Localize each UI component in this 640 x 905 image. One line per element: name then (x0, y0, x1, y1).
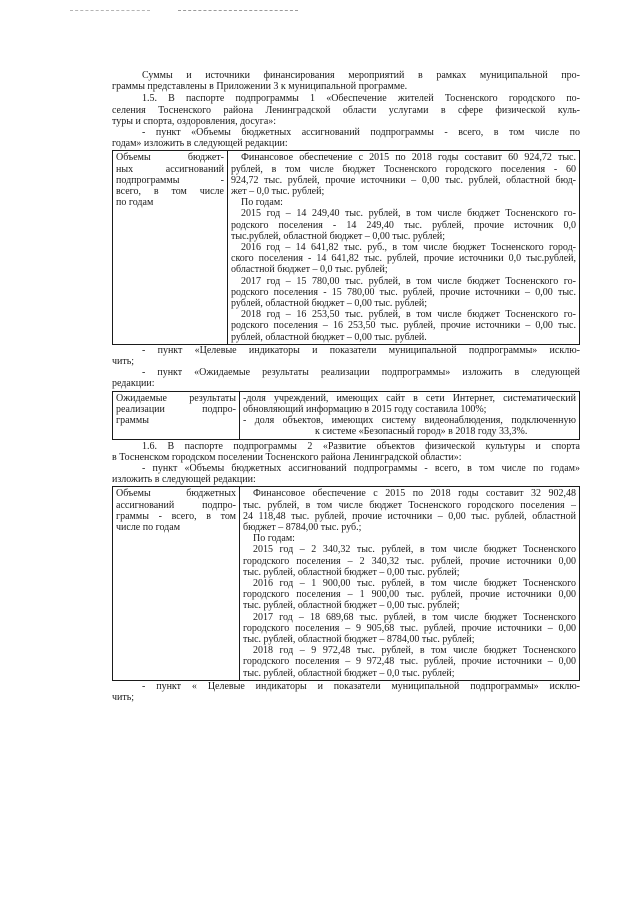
cell-line: рублей, областной бюджет – 0,00 тыс. рублей; (231, 298, 428, 310)
cell-line: жет – 0,0 тыс. рублей; (231, 186, 325, 198)
table-value-cell (228, 151, 580, 344)
text-line: годам» изложить в следующей редакции: (112, 138, 288, 150)
cell-line: 2017 год – 15 780,00 тыс. рублей, в том числе бюджет Тосненского го- (241, 275, 576, 287)
text-line: 1.5. В паспорте подпрограммы 1 «Обеспечение жителей Тосненского городского по- (142, 93, 580, 105)
cell-line: областной бюджет – 0,0 тыс. рублей; (231, 264, 388, 276)
table-row (113, 391, 580, 439)
cell-line: Финансовое обеспечение с 2015 по 2018 годы составит 60 924,72 тыс. (241, 152, 576, 164)
table-value-cell (240, 391, 580, 439)
document-body (112, 70, 580, 703)
cell-line: 2015 год – 2 340,32 тыс. рублей, в том числе бюджет Тосненского (253, 544, 576, 556)
section-1-5-item-indicators (112, 345, 580, 367)
text-line: редакции: (112, 378, 155, 390)
text-line: - пункт «Ожидаемые результаты реализации подпрограммы» изложить в следующей (142, 367, 580, 379)
cell-line: реализации подпро- (116, 403, 236, 415)
text-line: - пункт «Целевые индикаторы и показатели муниципальной подпрограммы» исклю- (142, 344, 580, 356)
text-line: Суммы и источники финансирования мероприятий в рамках муниципальной про- (142, 70, 580, 81)
cell-line: По годам: (241, 197, 283, 209)
cell-line: городского поселения – 2 340,32 тыс. рублей, прочие источники 0,00 (243, 555, 576, 567)
cell-line: городского поселения – 1 900,00 тыс. рублей, прочие источники 0,00 (243, 589, 576, 601)
cell-line: ского поселения - 14 641,82 тыс. рублей, прочие источники 0,0 тыс.рублей, (231, 253, 576, 265)
cell-line: 2017 год – 18 689,68 тыс. рублей, в том числе бюджет Тосненского (253, 611, 576, 623)
cell-line: бюджет – 8784,00 тыс. руб.; (243, 521, 362, 533)
cell-line: ных ассигнований (116, 163, 224, 175)
text-line: изложить в следующей редакции: (112, 474, 256, 486)
section-1-6-heading (112, 441, 580, 463)
table-row (113, 487, 580, 680)
text-line: - пункт «Объемы бюджетных ассигнований подпрограммы - всего, в том числе по годам» (142, 462, 580, 474)
text-line: чить; (112, 691, 135, 703)
section-1-5-heading (112, 93, 580, 127)
section-1-6-item-indicators (112, 681, 580, 703)
table-subprogram-1-results (112, 391, 580, 440)
cell-line: тыс.рублей, областной бюджет – 0,00 тыс. рублей; (231, 230, 446, 242)
cell-line: Ожидаемые результаты (116, 392, 236, 404)
intro-paragraph (112, 70, 580, 92)
cell-line: тыс. рублей, областной бюджет – 0,0 тыс. рублей; (243, 667, 455, 679)
cell-line: 2015 год – 14 249,40 тыс. рублей, в том числе бюджет Тосненского го- (241, 208, 576, 220)
text-line: в Тосненском городском поселении Тосненского района Ленинградской области»: (112, 451, 462, 463)
cell-line: тыс. рублей, областной бюджет – 8784,00 тыс. рублей; (243, 633, 475, 645)
text-line: граммы представлены в Приложении 3 к муниципальной программе. (112, 81, 408, 93)
cell-line: родского поселения – 16 253,50 тыс. рублей, прочие источники – 0,00 тыс. (231, 320, 576, 332)
table-subprogram-1-funding (112, 150, 580, 344)
cell-line: 2018 год – 16 253,50 тыс. рублей, в том числе бюджет Тосненского го- (241, 309, 576, 321)
section-1-5-item-volumes (112, 127, 580, 149)
text-line: 1.6. В паспорте подпрограммы 2 «Развитие объектов физической культуры и спорта (142, 440, 580, 452)
table-value-cell (240, 487, 580, 680)
cell-line: тыс. рублей, областной бюджет – 0,00 тыс. рублей; (243, 566, 460, 578)
table-label-cell (113, 487, 240, 680)
cell-line: граммы - всего, в том (116, 510, 236, 522)
cell-line: родского поселения - 15 780,00 тыс. рублей, прочие источники – 0,00 тыс. (231, 286, 576, 298)
cell-line: Объемы бюджетных (116, 488, 236, 500)
cell-line: родского поселения - 14 249,40 тыс. рублей, прочие источник 0,0 (231, 219, 576, 231)
cell-line: 2016 год – 1 900,00 тыс. рублей, в том числе бюджет Тосненского (253, 577, 576, 589)
cell-line: обновляющий информацию в 2015 году составила 100%; (243, 403, 487, 415)
cell-line: 2018 год – 9 972,48 тыс. рублей, в том числе бюджет Тосненского (253, 645, 576, 657)
section-1-6-item-volumes (112, 463, 580, 485)
cell-line: Объемы бюджет- (116, 152, 224, 164)
cell-line: городского поселения – 9 972,48 тыс. рублей, прочие источники – 0,00 (243, 656, 576, 668)
cell-line: 924,72 тыс. рублей, прочие источники – 0,00 тыс. рублей, областной бюд- (231, 174, 576, 186)
cell-line: числе по годам (116, 521, 181, 533)
cell-line: 2016 год – 14 641,82 тыс. руб., в том числе бюджет Тосненского город- (241, 242, 576, 254)
section-1-5-item-results (112, 367, 580, 389)
cell-line: тыс. рублей, в том числе бюджет Тосненского городского поселения – (243, 499, 576, 511)
scan-mark-right (178, 10, 298, 11)
cell-line: рублей, областной бюджет – 0,00 тыс. рублей. (231, 331, 427, 343)
text-line: селения Тосненского района Ленинградской области услугами в сфере физической куль- (112, 104, 580, 116)
cell-line: граммы (116, 415, 149, 427)
cell-line: тыс. рублей, областной бюджет – 0,00 тыс. рублей; (243, 600, 460, 612)
cell-line: ассигнований подпро- (116, 499, 236, 511)
cell-line: Финансовое обеспечение с 2015 по 2018 годы составит 32 902,48 (253, 488, 576, 500)
cell-line: всего, в том числе (116, 186, 224, 198)
cell-line: к системе «Безопасный город» в 2018 году 33,3%. (315, 426, 528, 438)
cell-line: по годам (116, 197, 154, 209)
cell-line: -доля учреждений, имеющих сайт в сети Интернет, систематический (243, 392, 576, 404)
table-label-cell (113, 391, 240, 439)
text-line: - пункт «Объемы бюджетных ассигнований подпрограммы - всего, в том числе по (142, 127, 580, 139)
cell-line: - доля объектов, имеющих систему видеонаблюдения, подключенную (243, 415, 576, 427)
cell-line: рублей, в том числе бюджет Тосненского городского поселения - 60 (231, 163, 576, 175)
table-row (113, 151, 580, 344)
table-subprogram-2-funding (112, 486, 580, 680)
cell-line: По годам: (253, 533, 295, 545)
text-line: туры и спорта, оздоровления, досуга»: (112, 115, 277, 127)
text-line: - пункт « Целевые индикаторы и показатели муниципальной подпрограммы» исклю- (142, 680, 580, 692)
cell-line: 24 118,48 тыс. рублей, прочие источники – 0,00 тыс. рублей, областной (243, 510, 576, 522)
cell-line: городского поселения – 9 905,68 тыс. рублей, прочие источники – 0,00 (243, 622, 576, 634)
scan-mark-left (70, 10, 150, 11)
text-line: чить; (112, 356, 135, 368)
table-label-cell (113, 151, 228, 344)
cell-line: подпрограммы - (116, 174, 224, 186)
